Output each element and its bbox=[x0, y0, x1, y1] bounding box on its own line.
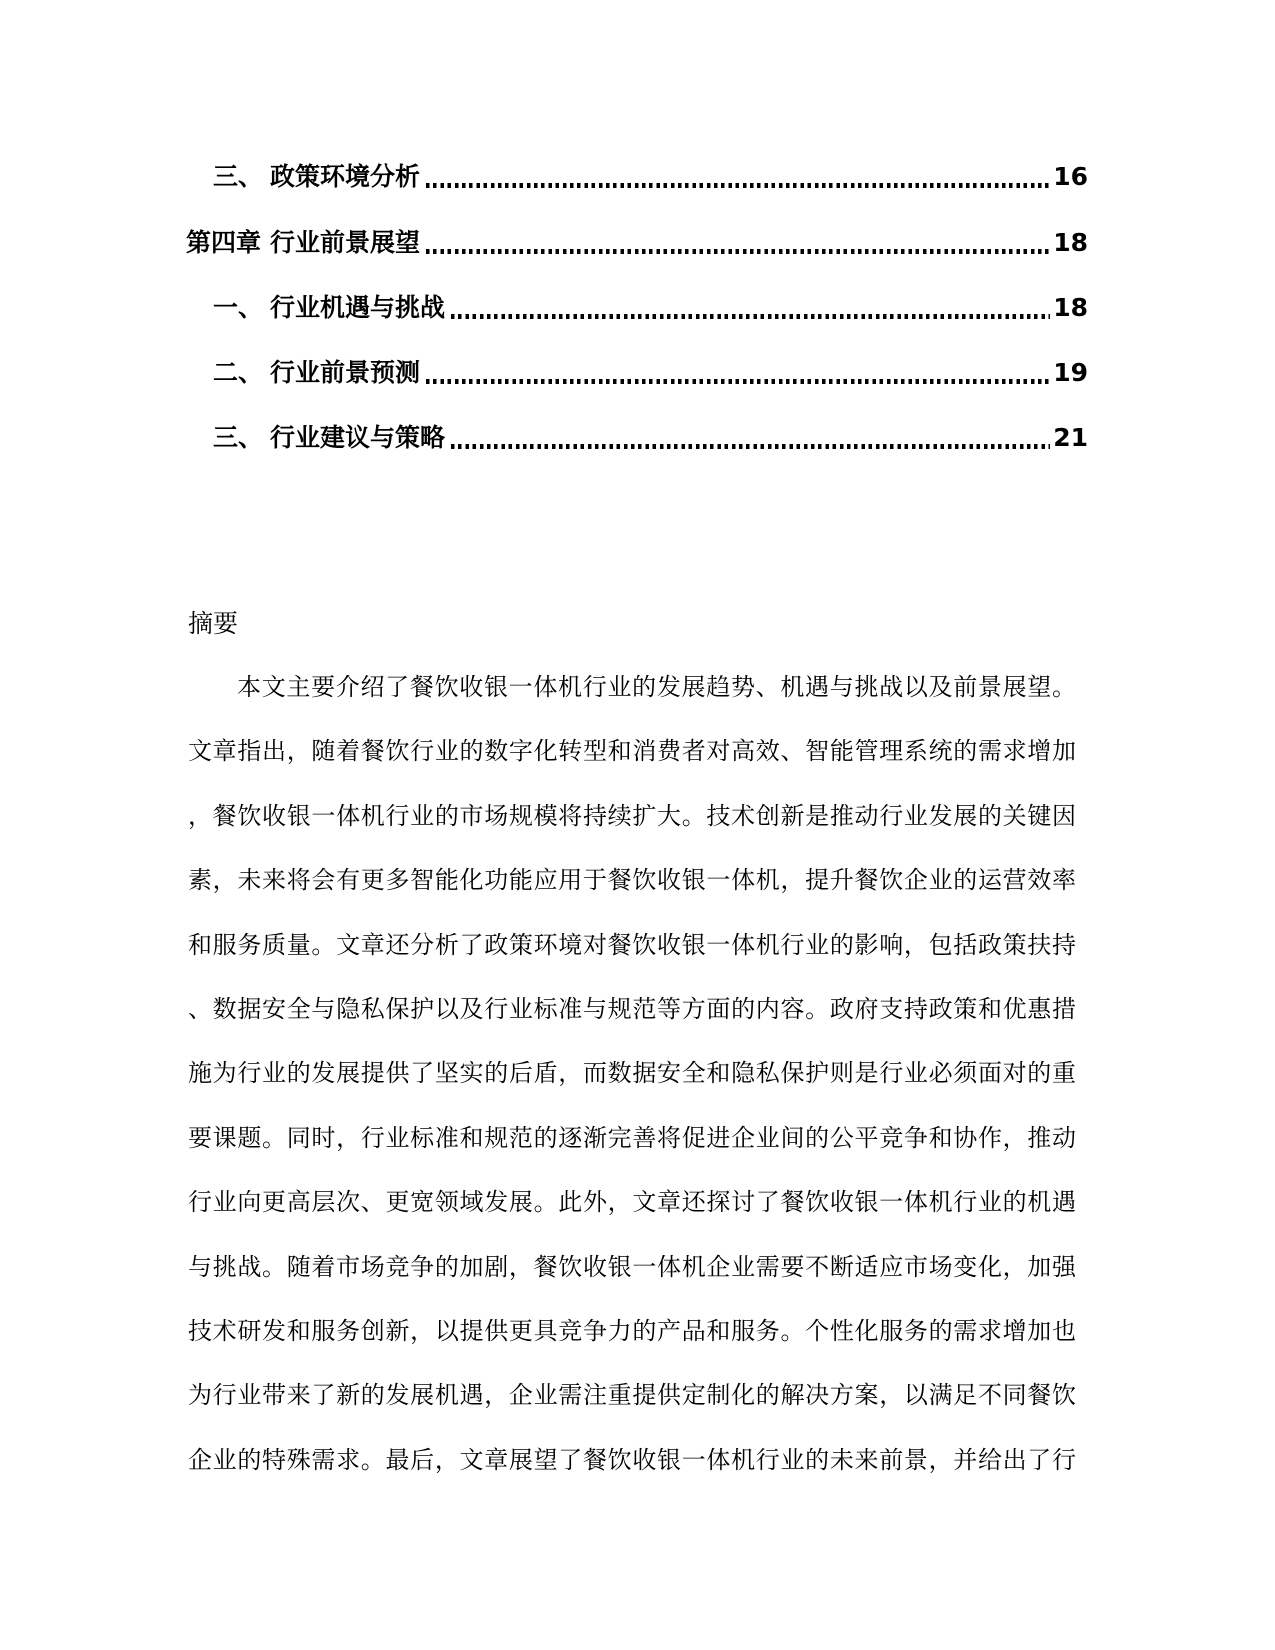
toc-page-number: 18 bbox=[1053, 227, 1088, 257]
toc-entry-number: 三、 bbox=[213, 423, 264, 453]
toc-entry-title: 行业前景展望 bbox=[270, 227, 421, 257]
paragraph-line: 与挑战。随着市场竞争的加剧，餐饮收银一体机企业需要不断适应市场变化，加强 bbox=[188, 1252, 1076, 1281]
paragraph-line: 施为行业的发展提供了坚实的后盾，而数据安全和隐私保护则是行业必须面对的重 bbox=[188, 1059, 1076, 1088]
toc-dots-leader bbox=[451, 444, 1050, 449]
toc-page-number: 16 bbox=[1053, 162, 1088, 192]
toc-dots-leader bbox=[451, 314, 1050, 319]
toc-dots-leader bbox=[426, 249, 1050, 254]
paragraph-line: 行业向更高层次、更宽领域发展。此外，文章还探讨了餐饮收银一体机行业的机遇 bbox=[188, 1188, 1076, 1217]
paragraph-line: 要课题。同时，行业标准和规范的逐渐完善将促进企业间的公平竞争和协作，推动 bbox=[188, 1123, 1076, 1152]
paragraph-line: 素，未来将会有更多智能化功能应用于餐饮收银一体机，提升餐饮企业的运营效率 bbox=[188, 866, 1076, 895]
table-of-contents bbox=[186, 141, 1088, 467]
toc-entry bbox=[186, 272, 1088, 337]
toc-entry-number: 三、 bbox=[213, 162, 264, 192]
toc-entry-number: 二、 bbox=[213, 358, 264, 388]
toc-dots-leader bbox=[426, 183, 1050, 188]
abstract-heading: 摘要 bbox=[188, 609, 239, 638]
toc-entry-number: 第四章 bbox=[186, 227, 262, 257]
toc-dots-leader bbox=[426, 379, 1050, 384]
toc-entry bbox=[186, 402, 1088, 467]
toc-entry-title: 政策环境分析 bbox=[270, 162, 421, 192]
toc-entry bbox=[186, 206, 1088, 271]
paragraph-line: 、数据安全与隐私保护以及行业标准与规范等方面的内容。政府支持政策和优惠措 bbox=[188, 994, 1076, 1023]
paragraph-line: 文章指出，随着餐饮行业的数字化转型和消费者对高效、智能管理系统的需求增加 bbox=[188, 737, 1076, 766]
paragraph-line: 企业的特殊需求。最后，文章展望了餐饮收银一体机行业的未来前景，并给出了行 bbox=[188, 1445, 1076, 1474]
paragraph-line: 为行业带来了新的发展机遇，企业需注重提供定制化的解决方案，以满足不同餐饮 bbox=[188, 1381, 1076, 1410]
toc-page-number: 21 bbox=[1053, 423, 1088, 453]
abstract-paragraph bbox=[188, 655, 1076, 1492]
toc-entry-title: 行业前景预测 bbox=[270, 358, 421, 388]
toc-page-number: 19 bbox=[1053, 358, 1088, 388]
paragraph-line: ，餐饮收银一体机行业的市场规模将持续扩大。技术创新是推动行业发展的关键因 bbox=[188, 801, 1076, 830]
paragraph-line: 技术研发和服务创新，以提供更具竞争力的产品和服务。个性化服务的需求增加也 bbox=[188, 1316, 1076, 1345]
toc-entry-title: 行业建议与策略 bbox=[270, 423, 446, 453]
toc-entry bbox=[186, 337, 1088, 402]
paragraph-line: 本文主要介绍了餐饮收银一体机行业的发展趋势、机遇与挑战以及前景展望。 bbox=[237, 673, 1076, 701]
toc-entry-title: 行业机遇与挑战 bbox=[270, 292, 446, 322]
toc-entry bbox=[186, 141, 1088, 206]
toc-entry-number: 一、 bbox=[213, 292, 264, 322]
paragraph-line: 和服务质量。文章还分析了政策环境对餐饮收银一体机行业的影响，包括政策扶持 bbox=[188, 930, 1076, 959]
toc-page-number: 18 bbox=[1053, 292, 1088, 322]
